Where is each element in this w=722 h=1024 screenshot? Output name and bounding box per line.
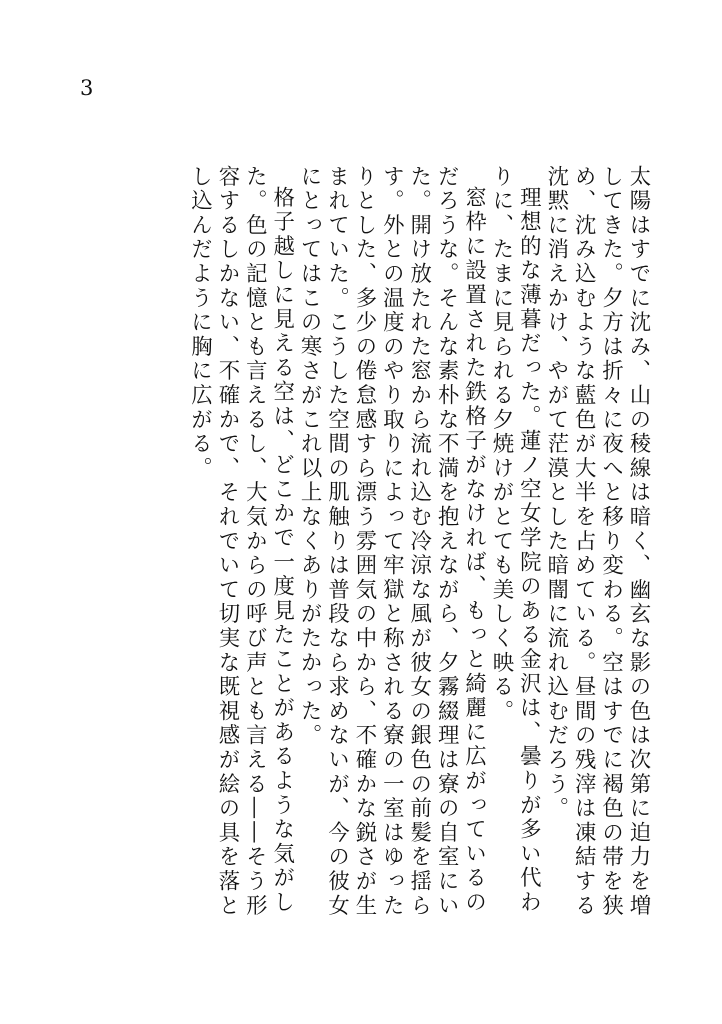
paragraph-1: 太陽はすでに沈み、山の稜線は暗く、幽玄な影の色は次第に迫力を増してきた。夕方は折々に夜へと移り変わる。空はすでに褐色の帯を狭め、沈み込むような藍色が大半を占めている。昼間の残滓は凍結する沈黙に消えかけ、やがて茫漠とした暗闇に流れ込むだろう。 [543, 165, 651, 919]
page-number: 3 [80, 76, 94, 100]
vertical-text-body [72, 165, 652, 925]
paragraph-4: 格子越しに見える空は、どこかで一度見たことがあるような気がした。色の記憶とも言えるし、大気からの呼び声とも言える――そう形容するしかない、不確かで、それでいて切実な既視感が絵の具を落とし込んだように胸に広がる。 [187, 165, 295, 919]
paragraph-2: 理想的な薄暮だった。蓮ノ空女学院のある金沢は、曇りが多い代わりに、たまに見られる夕焼けがとても美しく映る。 [488, 165, 542, 916]
paragraph-3: 窓枠に設置された鉄格子がなければ、もっと綺麗に広がっているのだろうな。そんな素朴な不満を抱えながら、夕霧綴理は寮の自室にいた。開け放たれた窓から流れ込む冷涼な風が彼女の銀色の前髪を揺らす。外との温度のやり取りによって牢獄と称される寮の一室はゆったりとした、多少の倦怠感すら漂う雰囲気の中から、不確かな鋭さが生まれていた。こうした空間の肌触りは普段なら求めないが、今の彼女にとってはこの寒さがこれ以上なくありがたかった。 [297, 165, 487, 919]
